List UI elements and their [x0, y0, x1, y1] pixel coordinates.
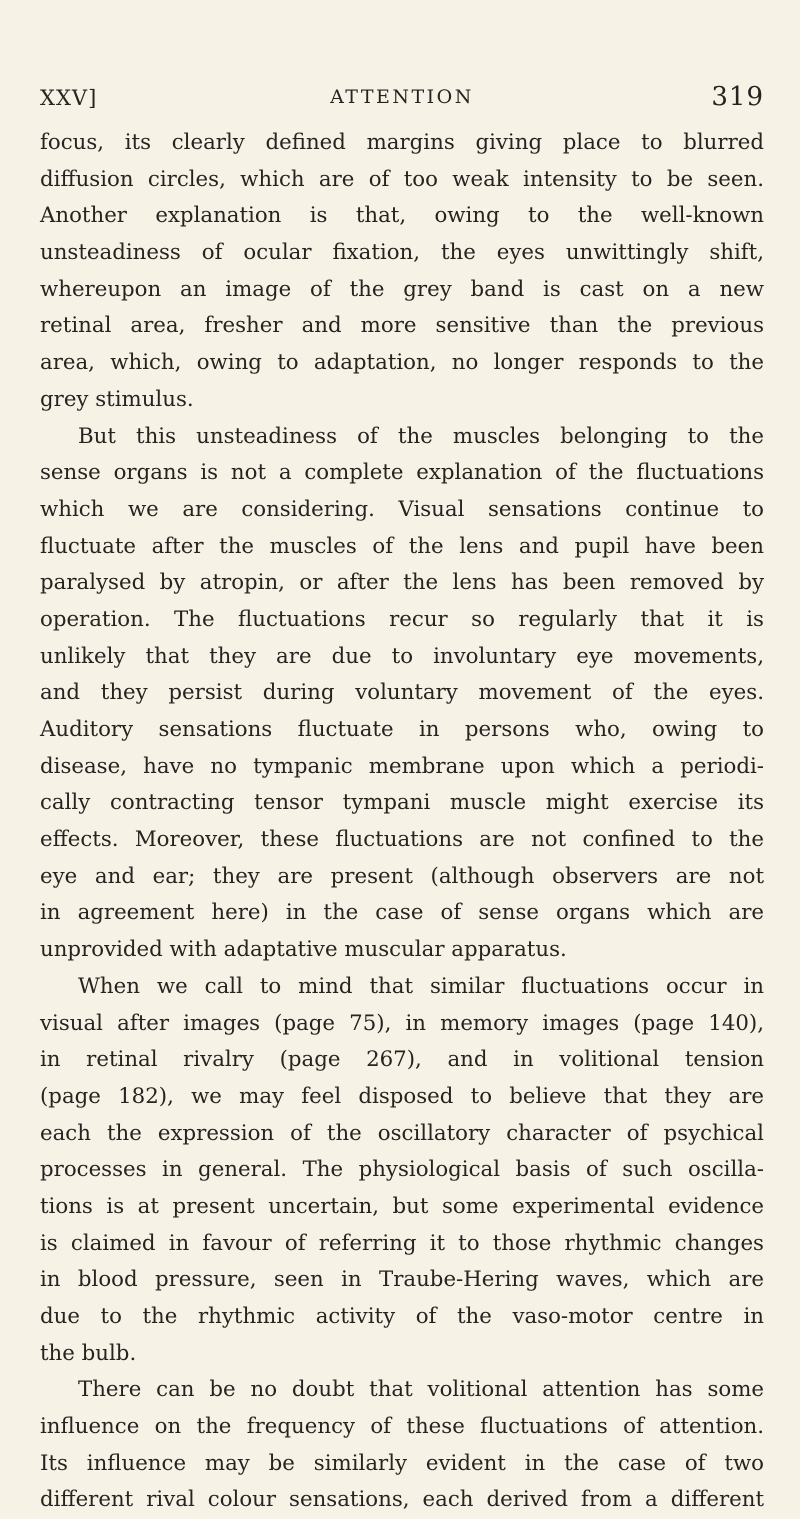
text-line: unlikely that they are due to involuntary eye movements, [40, 643, 764, 669]
text-line: (page 182), we may feel disposed to believe that they are [40, 1083, 764, 1109]
text-line: sense organs is not a complete explanation of the fluctuations [40, 460, 764, 486]
text-line: due to the rhythmic activity of the vaso-motor centre in [40, 1304, 764, 1329]
text-line: processes in general. The physiological basis of such oscilla- [40, 1157, 764, 1183]
paragraph-start-line: There can be no doubt that volitional attention has some [78, 1377, 764, 1403]
text-line: in retinal rivalry (page 267), and in volitional tension [40, 1047, 764, 1073]
text-line: retinal area, fresher and more sensitive than the previous [40, 313, 764, 339]
text-line: unprovided with adaptative muscular apparatus. [40, 937, 567, 963]
text-line: each the expression of the oscillatory character of psychical [40, 1120, 764, 1146]
text-line: effects. Moreover, these fluctuations are not confined to the [40, 827, 764, 853]
body-text [40, 125, 764, 1519]
text-line: diffusion circles, which are of too weak intensity to be seen. [40, 166, 764, 192]
running-title: ATTENTION [330, 86, 474, 108]
chapter-number: XXV] [40, 86, 98, 110]
text-line: and they persist during voluntary movement of the eyes. [40, 680, 764, 706]
text-line: operation. The fluctuations recur so regularly that it is [40, 606, 764, 632]
text-line: in blood pressure, seen in Traube-Hering waves, which are [40, 1267, 764, 1293]
text-line: cally contracting tensor tympani muscle might exercise its [40, 790, 764, 816]
text-line: Another explanation is that, owing to the well-known [40, 203, 764, 229]
page-number: 319 [711, 82, 764, 112]
text-line: in agreement here) in the case of sense organs which are [40, 900, 764, 926]
text-line: the bulb. [40, 1340, 137, 1366]
text-line: focus, its clearly defined margins giving place to blurred [40, 130, 764, 155]
running-head [40, 80, 764, 116]
text-line: different rival colour sensations, each derived from a different [40, 1487, 764, 1513]
text-line: Its influence may be similarly evident in the case of two [40, 1450, 764, 1476]
text-line: disease, have no tympanic membrane upon which a periodi- [40, 753, 764, 779]
text-line: grey stimulus. [40, 386, 194, 412]
paragraph-start-line: When we call to mind that similar fluctuations occur in [78, 973, 764, 999]
text-line: eye and ear; they are present (although observers are not [40, 863, 764, 889]
text-line: tions is at present uncertain, but some experimental evidence [40, 1193, 764, 1219]
text-line: unsteadiness of ocular fixation, the eyes unwittingly shift, [40, 240, 764, 266]
text-line: whereupon an image of the grey band is cast on a new [40, 276, 764, 302]
text-line: fluctuate after the muscles of the lens and pupil have been [40, 533, 764, 559]
text-line: influence on the frequency of these fluctuations of attention. [40, 1414, 764, 1440]
text-line: which we are considering. Visual sensations continue to [40, 496, 764, 522]
text-line: area, which, owing to adaptation, no longer responds to the [40, 350, 764, 376]
text-line: is claimed in favour of referring it to those rhythmic changes [40, 1230, 764, 1256]
text-line: Auditory sensations fluctuate in persons who, owing to [40, 717, 764, 742]
text-line: visual after images (page 75), in memory images (page 140), [40, 1010, 764, 1036]
paragraph-start-line: But this unsteadiness of the muscles belonging to the [78, 423, 764, 449]
text-line: paralysed by atropin, or after the lens has been removed by [40, 570, 764, 596]
